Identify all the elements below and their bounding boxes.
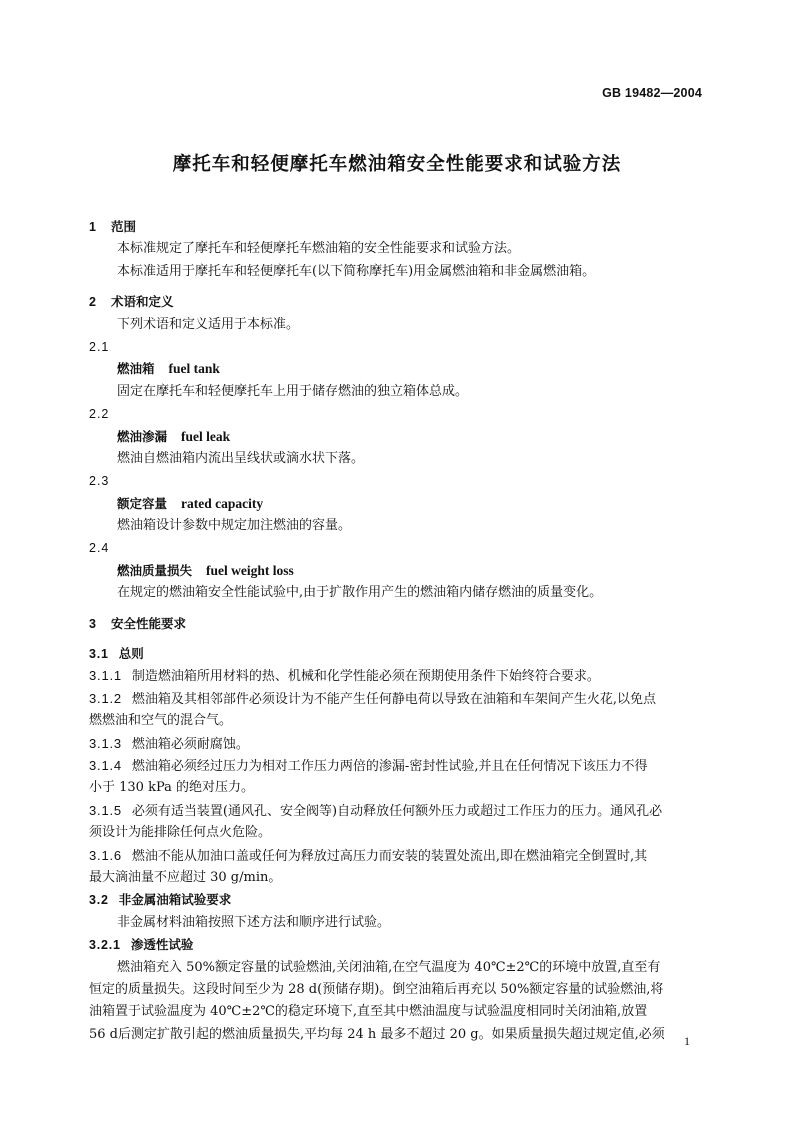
- section-title: 术语和定义: [111, 294, 174, 310]
- paragraph: 本标准适用于摩托车和轻便摩托车(以下简称摩托车)用金属燃油箱和非金属燃油箱。: [117, 263, 596, 279]
- term-zh: 燃油质量损失: [117, 562, 193, 578]
- standard-number: GB 19482—2004: [602, 86, 702, 100]
- section-1-heading: [89, 216, 704, 238]
- clause-text-continued: 小于 130 kPa 的绝对压力。: [89, 780, 255, 796]
- clause-number: 3.1.1: [89, 668, 122, 684]
- paragraph-line: 56 d后测定扩散引起的燃油质量损失,平均每 24 h 最多不超过 20 g。如果质量损失超过规定值,必须: [89, 1026, 665, 1042]
- term-definition: 燃油自燃油箱内流出呈线状或滴水状下落。: [117, 450, 365, 466]
- clause-3-2-1-heading: [89, 934, 704, 956]
- term-definition: 在规定的燃油箱安全性能试验中,由于扩散作用产生的燃油箱内储存燃油的质量变化。: [117, 585, 603, 601]
- clause-text: 制造燃油箱所用材料的热、机械和化学性能必须在预期使用条件下始终符合要求。: [131, 669, 600, 685]
- clause-3-1-5: [89, 800, 704, 822]
- document-title: 摩托车和轻便摩托车燃油箱安全性能要求和试验方法: [172, 154, 622, 175]
- section-title: 安全性能要求: [111, 615, 187, 631]
- clause-3-1-heading: [89, 643, 704, 665]
- term-entry: [89, 426, 704, 448]
- term-zh: 燃油渗漏: [117, 428, 168, 444]
- section-number: 1: [89, 220, 96, 234]
- clause-text-continued: 最大滴油量不应超过 30 g/min。: [89, 869, 282, 885]
- clause-title: 总则: [118, 646, 144, 662]
- clause-text-continued: 须设计为能排除任何点火危险。: [89, 825, 272, 841]
- section-title: 范围: [111, 219, 137, 234]
- paragraph-line: 恒定的质量损失。这段时间至少为 28 d(预储存期)。倒空油箱后再充以 50%额定容量的试验燃油,将: [89, 981, 664, 997]
- clause-text: 燃油箱必须耐腐蚀。: [131, 736, 249, 752]
- page-number: 1: [684, 1034, 690, 1048]
- term-en: fuel tank: [168, 361, 220, 377]
- document-body: [89, 216, 704, 1046]
- clause-title: 渗透性试验: [130, 937, 194, 953]
- clause-3-1-1: [89, 665, 704, 687]
- section-number: 2: [89, 295, 96, 310]
- section-number: 3: [89, 616, 96, 631]
- section-2-heading: [89, 291, 704, 313]
- clause-3-1-3: [89, 733, 704, 755]
- term-entry: [89, 358, 704, 380]
- term-definition: 燃油箱设计参数中规定加注燃油的容量。: [117, 518, 352, 534]
- clause-text: 燃油箱必须经过压力为相对工作压力两倍的渗漏-密封性试验,并且在任何情况下该压力不得: [131, 758, 648, 774]
- clause-3-1-6: [89, 845, 704, 867]
- paragraph-line: 燃油箱充入 50%额定容量的试验燃油,关闭油箱,在空气温度为 40℃±2℃的环境中放置,直至有: [117, 959, 661, 975]
- term-en: rated capacity: [181, 495, 264, 511]
- clause-number: 3.2: [89, 893, 109, 908]
- term-en: fuel weight loss: [206, 562, 294, 578]
- section-3-heading: [89, 613, 704, 635]
- term-number: 2.1: [89, 339, 110, 354]
- clause-text: 燃油不能从加油口盖或任何为释放过高压力而安装的装置处流出,即在燃油箱完全倒置时,其: [131, 848, 648, 864]
- clause-3-1-2: [89, 688, 704, 710]
- clause-number: 3.1.2: [89, 690, 122, 706]
- clause-number: 3.1.5: [89, 802, 122, 818]
- clause-text-continued: 燃燃油和空气的混合气。: [89, 713, 233, 729]
- clause-number: 3.1.3: [89, 735, 122, 751]
- clause-text: 燃油箱及其相邻部件必须设计为不能产生任何静电荷以导致在油箱和车架间产生火花,以免点: [131, 691, 657, 707]
- term-number: 2.4: [89, 541, 110, 556]
- term-number: 2.2: [89, 407, 110, 422]
- term-definition: 固定在摩托车和轻便摩托车上用于储存燃油的独立箱体总成。: [117, 383, 469, 399]
- clause-3-1-4: [89, 755, 704, 777]
- clause-number: 3.1.6: [89, 847, 122, 863]
- paragraph: 下列术语和定义适用于本标准。: [117, 316, 300, 332]
- paragraph-line: 油箱置于试验温度为 40℃±2℃的稳定环境下,直至其中燃油温度与试验温度相同时关闭油箱,放置: [89, 1004, 648, 1020]
- clause-number: 3.1: [89, 647, 109, 662]
- term-zh: 额定容量: [117, 495, 168, 511]
- term-entry: [89, 493, 704, 515]
- paragraph: 非金属材料油箱按照下述方法和顺序进行试验。: [117, 914, 391, 930]
- clause-title: 非金属油箱试验要求: [118, 892, 232, 908]
- clause-3-2-heading: [89, 889, 704, 911]
- term-entry: [89, 560, 704, 582]
- clause-text: 必须有适当装置(通风孔、安全阀等)自动释放任何额外压力或超过工作压力的压力。通风孔必: [131, 803, 663, 819]
- paragraph: 本标准规定了摩托车和轻便摩托车燃油箱的安全性能要求和试验方法。: [117, 241, 521, 257]
- term-zh: 燃油箱: [117, 361, 155, 377]
- clause-number: 3.1.4: [89, 757, 122, 773]
- clause-number: 3.2.1: [89, 938, 121, 953]
- term-en: fuel leak: [181, 428, 231, 444]
- term-number: 2.3: [89, 474, 110, 489]
